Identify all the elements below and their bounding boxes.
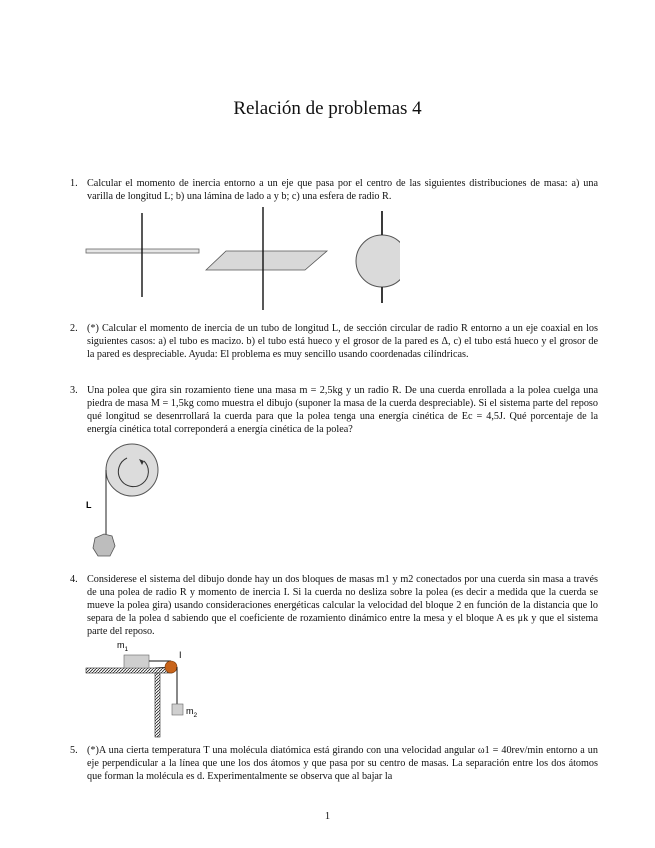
problem-number: 3.: [70, 385, 78, 396]
plate-figure: [206, 207, 327, 310]
label-m2-sub: 2: [193, 712, 198, 719]
problem-1: [72, 177, 598, 203]
problem-number: 5.: [70, 745, 78, 756]
rod-figure: [86, 213, 199, 297]
problem-text: (*)A una cierta temperatura T una molécula diatómica está girando con una velocidad angular ω1 = 40rev/min entorno a un eje perpendicular a la línea que une los dos átomos y que pasa por su centro de masas. La separación entre los dos átomos que forman la molécula es d. Experimentalmente se observa que al bajar la: [87, 745, 598, 782]
problem-5: [72, 744, 598, 783]
problem-text: Considerese el sistema del dibujo donde hay un dos bloques de masas m1 y m2 conectados por una cuerda sin masa a través de una polea de radio R y momento de inercia I. Si la cuerda no desliza sobre la polea (es decir a medida que la cuerda se mueve la polea gira) usando consideraciones energéticas calcular la velocidad del bloque 2 en función de la distancia que lo separa de la polea d sabiendo que el coeficiente de rozamiento dinámico entre la mesa y el bloque A es μk y que el sistema parte del reposo.: [87, 574, 598, 637]
problem-4: [72, 573, 598, 638]
problem-2: [72, 322, 598, 361]
figure-inertia-shapes: [80, 205, 400, 315]
svg-text:m1: [117, 640, 129, 653]
problem-text: Calcular el momento de inercia entorno a un eje que pasa por el centro de las siguientes distribuciones de masa: a) una varilla de longitud L; b) una lámina de lado a y b; c) una esfera de radio R.: [87, 178, 598, 202]
pulley: [165, 661, 177, 673]
label-m1-sub: 1: [124, 646, 129, 653]
block-m1: [124, 655, 149, 668]
problem-text: Una polea que gira sin rozamiento tiene una masa m = 2,5kg y un radio R. De una cuerda enrollada a la polea cuelga una piedra de masa M = 1,5kg como muestra el dibujo (suponer la masa de la cuerda despreciable). Si el sistema parte del reposo qué longitud se desenrrollará la cuerda para que la polea tenga una energía cinética de Ec = 4,5J. Qué porcentaje de la energía cinética total correponderá a energía cinética de la polea?: [87, 385, 598, 435]
label-inertia: I: [179, 650, 182, 660]
sphere-figure: [356, 211, 400, 303]
problem-number: 1.: [70, 178, 78, 189]
figure-table-pulley: [84, 636, 214, 741]
svg-text:m2: [186, 706, 198, 719]
figure-pulley-stone: [82, 436, 172, 566]
label-m2: m: [186, 706, 194, 716]
problem-text: (*) Calcular el momento de inercia de un tubo de longitud L, de sección circular de radio R entorno a un eje coaxial en los siguientes casos: a) el tubo es macizo. b) el tubo está hueco y el grosor de la pared es Δ, c) el tubo está hueco y el grosor de la pared es despreciable. Ayuda: El problema es muy sencillo usando coordenadas cilíndricas.: [87, 323, 598, 360]
block-m2: [172, 704, 183, 715]
label-m1: m: [117, 640, 125, 650]
page-number: 1: [324, 811, 331, 822]
page-title: Relación de problemas 4: [233, 98, 422, 119]
length-label: L: [86, 500, 92, 510]
problem-number: 2.: [70, 323, 78, 334]
problem-3: [72, 384, 598, 436]
problem-number: 4.: [70, 574, 78, 585]
